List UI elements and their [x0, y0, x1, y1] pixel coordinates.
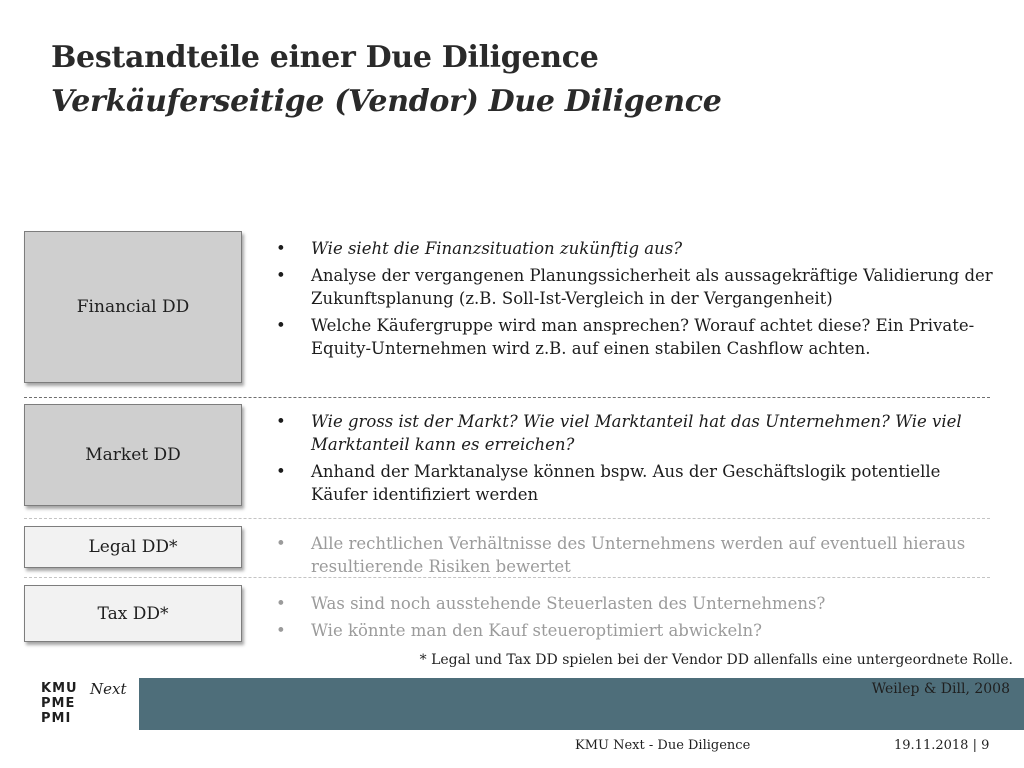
legal-dd-label: Legal DD*: [88, 537, 178, 557]
footer-title: KMU Next - Due Diligence: [575, 738, 751, 753]
legal-dd-bullets: [272, 532, 1002, 582]
financial-dd-box: [24, 231, 242, 383]
bullet-item: • Analyse der vergangenen Planungssicherheit als aussagekräftige Validierung der Zukunftsplanung (z.B. Soll-Ist-Vergleich in der Vergangenheit): [272, 264, 1002, 310]
logo-kmu: KMU: [41, 681, 78, 696]
market-dd-box: [24, 404, 242, 506]
tax-dd-label: Tax DD*: [97, 603, 169, 624]
logo-next: Next: [90, 680, 127, 698]
footer-band: [0, 678, 1024, 730]
logo-pmi: PMI: [41, 711, 72, 726]
market-dd-bullets: [272, 410, 1002, 510]
bullet-item: • Wie sieht die Finanzsituation zukünftig aus?: [272, 237, 1002, 260]
financial-dd-label: Financial DD: [76, 297, 190, 317]
legal-dd-box: [24, 526, 242, 568]
footer-date-page: 19.11.2018 | 9: [894, 738, 990, 753]
financial-dd-bullets: [272, 237, 1002, 364]
divider-financial-market: [24, 397, 990, 398]
bullet-item: • Wie gross ist der Markt? Wie viel Marktanteil hat das Unternehmen? Wie viel Marktanteil kann es erreichen?: [272, 410, 1002, 456]
logo-pme: PME: [41, 696, 76, 711]
footnote: * Legal und Tax DD spielen bei der Vendor DD allenfalls eine untergeordnete Rolle.: [419, 652, 1013, 668]
tax-dd-bullets: [272, 592, 1002, 646]
bullet-item: • Alle rechtlichen Verhältnisse des Unternehmens werden auf eventuell hieraus resultierende Risiken bewertet: [272, 532, 1002, 578]
bullet-item: • Anhand der Marktanalyse können bspw. Aus der Geschäftslogik potentielle Käufer identifiziert werden: [272, 460, 1002, 506]
slide-title: Bestandteile einer Due Diligence: [51, 40, 599, 75]
bullet-item: • Welche Käufergruppe wird man ansprechen? Worauf achtet diese? Ein Private-Equity-Unternehmen wird z.B. auf einen stabilen Cashflow achten.: [272, 314, 1002, 360]
market-dd-label: Market DD: [85, 445, 181, 465]
kmu-next-logo: [0, 678, 139, 730]
bullet-item: • Was sind noch ausstehende Steuerlasten des Unternehmens?: [272, 592, 1002, 615]
slide-subtitle: Verkäuferseitige (Vendor) Due Diligence: [51, 84, 722, 119]
source-citation: Weilep & Dill, 2008: [871, 681, 1010, 697]
bullet-item: • Wie könnte man den Kauf steueroptimiert abwickeln?: [272, 619, 1002, 642]
divider-market-legal: [24, 518, 990, 519]
tax-dd-box: [24, 585, 242, 642]
